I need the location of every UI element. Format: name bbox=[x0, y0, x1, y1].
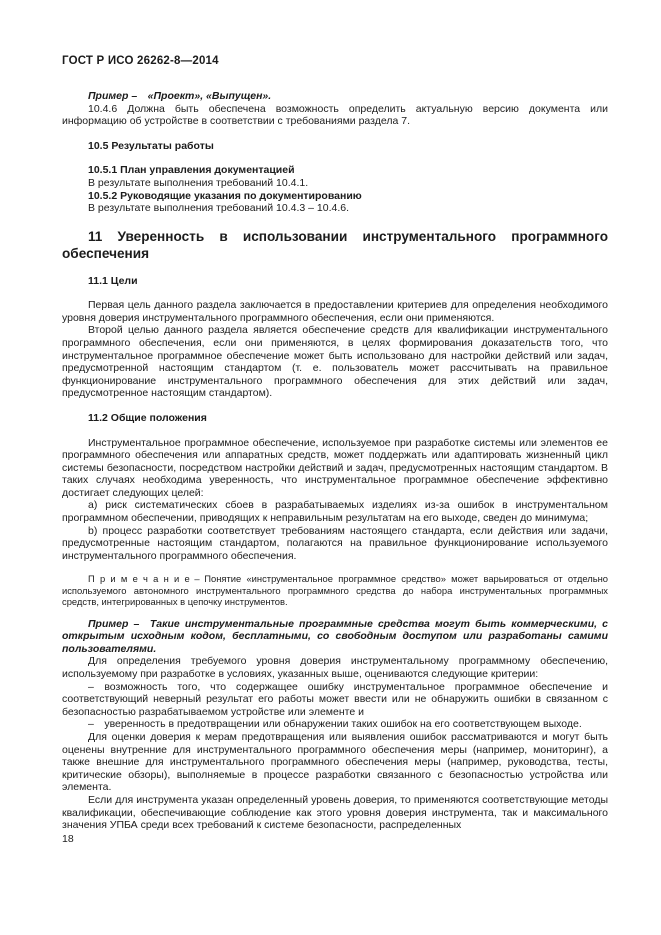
page-number: 18 bbox=[62, 832, 74, 845]
dash-list-item-1: – возможность того, что содержащее ошибку инструментальное программное обеспечение и соответствующий неверный результат его работы может ввести или не обнаружить ошибки в связанном с безопасностью разрабатываемом устройстве или элементе и bbox=[62, 680, 608, 718]
dash-list-item-2: – уверенность в предотвращении или обнаружении таких ошибок на его соответствующем выходе. bbox=[88, 718, 582, 731]
section-heading-11: 11 Уверенность в использовании инструментального программного обеспечения bbox=[62, 228, 608, 262]
heading-10-5-2: 10.5.2 Руководящие указания по документированию bbox=[88, 189, 362, 202]
heading-11-2: 11.2 Общие положения bbox=[88, 411, 207, 424]
heading-11-1: 11.1 Цели bbox=[88, 274, 138, 287]
list-item-a: а) риск систематических сбоев в разрабатываемых изделиях из-за ошибок в инструментальном программном обеспечении, приводящих к неправильным результатам на его выходе, сведен до минимума; bbox=[62, 499, 608, 525]
heading-10-5-1: 10.5.1 План управления документацией bbox=[88, 164, 295, 177]
list-item-b: b) процесс разработки соответствует требованиям настоящего стандарта, если действия или задачи, предусмотренные настоящим стандартом, полагаются на правильное функционирование используемого инструментального программного обеспечения. bbox=[62, 524, 608, 562]
paragraph-level: Если для инструмента указан определенный уровень доверия, то применяются соответствующие методы квалификации, обеспечивающие соблюдение как этого уровня доверия инструмента, так и максимального значения УПБА среди всех требований к системе безопасности, распределенных bbox=[62, 793, 608, 832]
note-paragraph: П р и м е ч а н и е – Понятие «инструментальное программное средство» может варьироваться от отдельно используемого автономного инструментального программного средства до набора инструментальных программных средств, интегрированных в цепочку инструментов. bbox=[62, 573, 608, 608]
paragraph-clause-10-5-1: В результате выполнения требований 10.4.1. bbox=[88, 176, 309, 189]
heading-10-5: 10.5 Результаты работы bbox=[88, 139, 214, 152]
example-paragraph-status: Пример – «Проект», «Выпущен». bbox=[88, 90, 272, 102]
paragraph-assessment: Для оценки доверия к мерам предотвращения или выявления ошибок рассматриваются и могут быть оценены внутренние для инструментального программного обеспечения меры (например, мониторинг), а также внешние для инструментального программного обеспечения меры (например, руководства, тесты, критические обзоры), выполняемые в процессе разработки связанного с безопасностью устройства или элемента. bbox=[62, 731, 608, 794]
paragraph-clause-10-4-6: 10.4.6 Должна быть обеспечена возможность определить актуальную версию документа или информацию об устройстве в соответствии с требованиями раздела 7. bbox=[62, 102, 608, 128]
paragraph-goal-1: Первая цель данного раздела заключается в предоставлении критериев для определения необходимого уровня доверия инструментального программного обеспечения, если они применяются. bbox=[62, 299, 608, 324]
paragraph-general: Инструментальное программное обеспечение, используемое при разработке системы или элементов ее программного обеспечения или аппаратных средств, может поддержать или адаптировать жизненный цикл системы безопасности, посредством настройки действий и задач, предусмотренных настоящим стандартом. В таких случаях необходима уверенность, что инструментальное программное обеспечение эффективно достигает следующих целей: bbox=[62, 436, 608, 499]
paragraph-goal-2: Второй целью данного раздела является обеспечение средств для квалификации инструментального программного обеспечения, если они применяются, в целях формирования доказательств того, что инструментальное программное обеспечение может быть использовано для настройки действий или задач, предусмотренной настоящим стандартом (т. е. пользователь может рассчитывать на правильное функционирование инструментального программного обеспечения для этих действий или задач, предусмотренное настоящим стандартом). bbox=[62, 324, 608, 400]
paragraph-clause-10-5-2: В результате выполнения требований 10.4.3 – 10.4.6. bbox=[88, 202, 350, 215]
running-header: ГОСТ Р ИСО 26262-8—2014 bbox=[62, 55, 219, 67]
paragraph-criteria: Для определения требуемого уровня доверия инструментальному программному обеспечению, используемому при разработке в условиях, указанных выше, оцениваются следующие критерии: bbox=[62, 655, 608, 681]
example-paragraph-tools: Пример – Такие инструментальные программные средства могут быть коммерческими, с открытым исходным кодом, бесплатными, со свободным доступом или разработаны самими пользователями. bbox=[62, 617, 608, 655]
page-content bbox=[62, 55, 608, 845]
